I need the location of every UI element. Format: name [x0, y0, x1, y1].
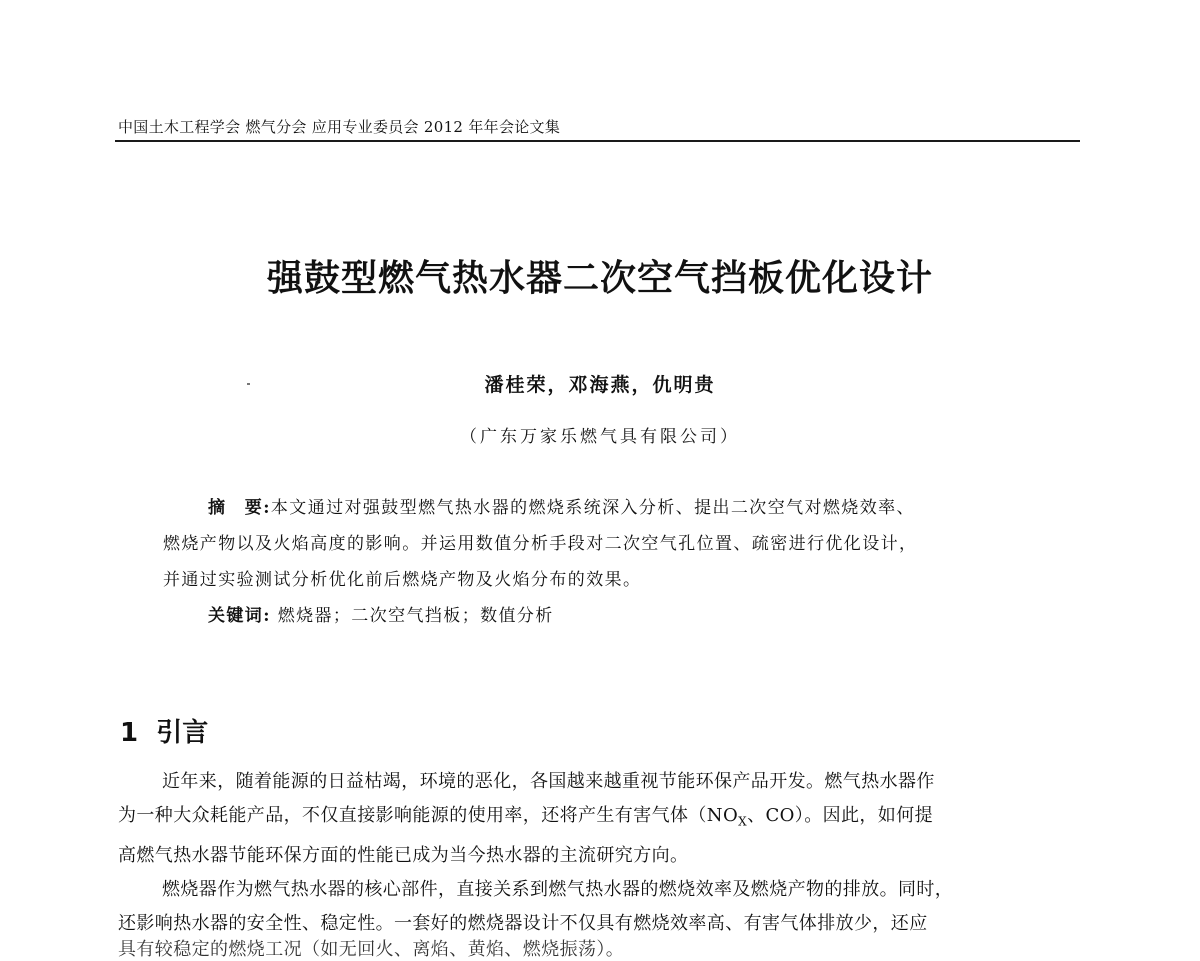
keywords-line: [163, 598, 1043, 634]
section-title: 引言: [156, 718, 209, 748]
section-number: 1: [120, 718, 139, 748]
body-text: [118, 765, 1080, 941]
paragraph-2-line-3-cut: 具有较稳定的燃烧工况（如无回火、离焰、黄焰、燃烧振荡）。: [118, 939, 625, 960]
keywords-label: 关键词:: [208, 606, 271, 626]
running-header: 中国土木工程学会 燃气分会 应用专业委员会 2012 年年会论文集: [118, 118, 561, 136]
paragraph-2-line-1: 燃烧器作为燃气热水器的核心部件，直接关系到燃气热水器的燃烧效率及燃烧产物的排放。同时，: [162, 878, 954, 900]
header-rule: [115, 140, 1080, 142]
abstract-line-2: 燃烧产物以及火焰高度的影响。并运用数值分析手段对二次空气孔位置、疏密进行优化设计，: [163, 534, 918, 554]
affiliation: （广东万家乐燃气具有限公司）: [460, 427, 740, 447]
p1-l2-after: 、CO）。因此，如何提: [747, 805, 933, 826]
paragraph-1-line-1: 近年来，随着能源的日益枯竭，环境的恶化，各国越来越重视节能环保产品开发。燃气热水器作: [162, 771, 935, 792]
paragraph-2-line-2: 还影响热水器的安全性、稳定性。一套好的燃烧器设计不仅具有燃烧效率高、有害气体排放少，还应: [118, 912, 928, 934]
paragraph-1-line-2: [118, 799, 1080, 839]
abstract-label: 摘 要:: [208, 498, 271, 518]
abstract-line-3: 并通过实验测试分析优化前后燃烧产物及火焰分布的效果。: [163, 570, 642, 590]
p1-l2-subscript: X: [738, 814, 748, 829]
paper-title: 强鼓型燃气热水器二次空气挡板优化设计: [266, 258, 933, 299]
abstract: [163, 490, 1043, 634]
paragraph-1-line-3: 高燃气热水器节能环保方面的性能已成为当今热水器的主流研究方向。: [118, 844, 689, 866]
p1-l2-before: 为一种大众耗能产品，不仅直接影响能源的使用率，还将产生有害气体（NO: [118, 805, 739, 826]
authors: 潘桂荣，邓海燕，仇明贵: [484, 374, 716, 396]
abstract-text-1: 本文通过对强鼓型燃气热水器的燃烧系统深入分析、提出二次空气对燃烧效率、: [270, 498, 915, 518]
keywords: 燃烧器；二次空气挡板；数值分析: [277, 606, 554, 626]
abstract-line-1: [163, 490, 1043, 526]
section-heading: [120, 712, 208, 749]
